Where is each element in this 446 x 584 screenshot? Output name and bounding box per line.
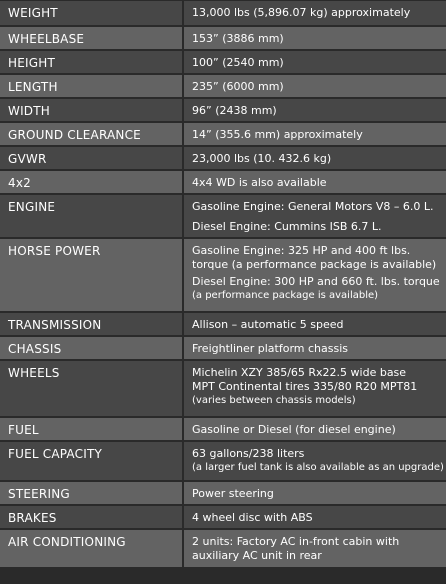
spec-row-fuel <box>0 418 446 440</box>
spec-label: BRAKES <box>0 506 182 528</box>
spec-value-line: 235” (6000 mm) <box>192 80 284 93</box>
spec-label: CHASSIS <box>0 337 182 359</box>
spec-label: LENGTH <box>0 75 182 97</box>
spec-value <box>184 418 446 440</box>
spec-label: WHEELS <box>0 361 182 416</box>
spec-value <box>184 361 446 416</box>
spec-value <box>184 195 446 237</box>
spec-value-line: MPT Continental tires 335/80 R20 MPT81 <box>192 380 418 393</box>
spec-label: STEERING <box>0 482 182 504</box>
spec-value <box>184 530 446 567</box>
spec-label: TRANSMISSION <box>0 313 182 335</box>
spec-value-line: 13,000 lbs (5,896.07 kg) approximately <box>192 6 411 19</box>
spec-value <box>184 239 446 311</box>
spec-label: ENGINE <box>0 195 182 237</box>
spec-row-steering <box>0 482 446 504</box>
spec-value-line: 96” (2438 mm) <box>192 104 277 117</box>
spec-value <box>184 313 446 335</box>
spec-value-line: Allison – automatic 5 speed <box>192 318 344 331</box>
spec-label: FUEL CAPACITY <box>0 442 182 480</box>
spec-row-weight <box>0 1 446 25</box>
spec-value-line: torque (a performance package is available) <box>192 258 437 271</box>
spec-value-line: 4 wheel disc with ABS <box>192 511 313 524</box>
spec-row-drive <box>0 171 446 193</box>
spec-value-line: 4x4 WD is also available <box>192 176 327 189</box>
spec-row-gvwr <box>0 147 446 169</box>
spec-value <box>184 99 446 121</box>
spec-value <box>184 1 446 25</box>
spec-label: FUEL <box>0 418 182 440</box>
spec-value <box>184 442 446 480</box>
spec-row-horse-power <box>0 239 446 311</box>
spec-label: GROUND CLEARANCE <box>0 123 182 145</box>
spec-row-transmission <box>0 313 446 335</box>
spec-value-line: Gasoline or Diesel (for diesel engine) <box>192 423 396 436</box>
spec-value-line: Diesel Engine: Cummins ISB 6.7 L. <box>192 220 382 233</box>
spec-row-width <box>0 99 446 121</box>
spec-value <box>184 51 446 73</box>
spec-value-line: (a performance package is available) <box>192 290 379 301</box>
spec-value-line: 2 units: Factory AC in-front cabin with <box>192 535 400 548</box>
spec-row-ground-clearance <box>0 123 446 145</box>
spec-value <box>184 123 446 145</box>
spec-value <box>184 75 446 97</box>
spec-value-line: auxiliary AC unit in rear <box>192 549 322 562</box>
spec-label: WIDTH <box>0 99 182 121</box>
spec-label: WHEELBASE <box>0 27 182 49</box>
spec-row-wheelbase <box>0 27 446 49</box>
spec-row-height <box>0 51 446 73</box>
spec-row-chassis <box>0 337 446 359</box>
spec-value-line: 23,000 lbs (10. 432.6 kg) <box>192 152 332 165</box>
spec-value-line: 14” (355.6 mm) approximately <box>192 128 363 141</box>
spec-row-wheels <box>0 361 446 416</box>
spec-label: AIR CONDITIONING <box>0 530 182 567</box>
spec-value-line: Gasoline Engine: 325 HP and 400 ft lbs. <box>192 244 411 257</box>
spec-row-fuel-capacity <box>0 442 446 480</box>
spec-label: HORSE POWER <box>0 239 182 311</box>
spec-row-air-conditioning <box>0 530 446 567</box>
spec-label: GVWR <box>0 147 182 169</box>
spec-value <box>184 171 446 193</box>
spec-label: 4x2 <box>0 171 182 193</box>
spec-value-line: 63 gallons/238 liters <box>192 447 305 460</box>
spec-value <box>184 147 446 169</box>
spec-value-line: Diesel Engine: 300 HP and 660 ft. lbs. torque <box>192 275 440 288</box>
spec-value-line: 100” (2540 mm) <box>192 56 284 69</box>
spec-value <box>184 27 446 49</box>
spec-value-line: Michelin XZY 385/65 Rx22.5 wide base <box>192 366 407 379</box>
spec-row-length <box>0 75 446 97</box>
spec-value-line: (varies between chassis models) <box>192 395 356 406</box>
spec-value-line: Power steering <box>192 487 274 500</box>
spec-label: WEIGHT <box>0 1 182 25</box>
spec-value-line: 153” (3886 mm) <box>192 32 284 45</box>
spec-row-engine <box>0 195 446 237</box>
spec-value <box>184 506 446 528</box>
spec-row-brakes <box>0 506 446 528</box>
spec-label: HEIGHT <box>0 51 182 73</box>
spec-value <box>184 337 446 359</box>
spec-value-line: (a larger fuel tank is also available as an upgrade) <box>192 462 444 473</box>
spec-value <box>184 482 446 504</box>
spec-value-line: Gasoline Engine: General Motors V8 – 6.0 L. <box>192 200 434 213</box>
spec-value-line: Freightliner platform chassis <box>192 342 349 355</box>
